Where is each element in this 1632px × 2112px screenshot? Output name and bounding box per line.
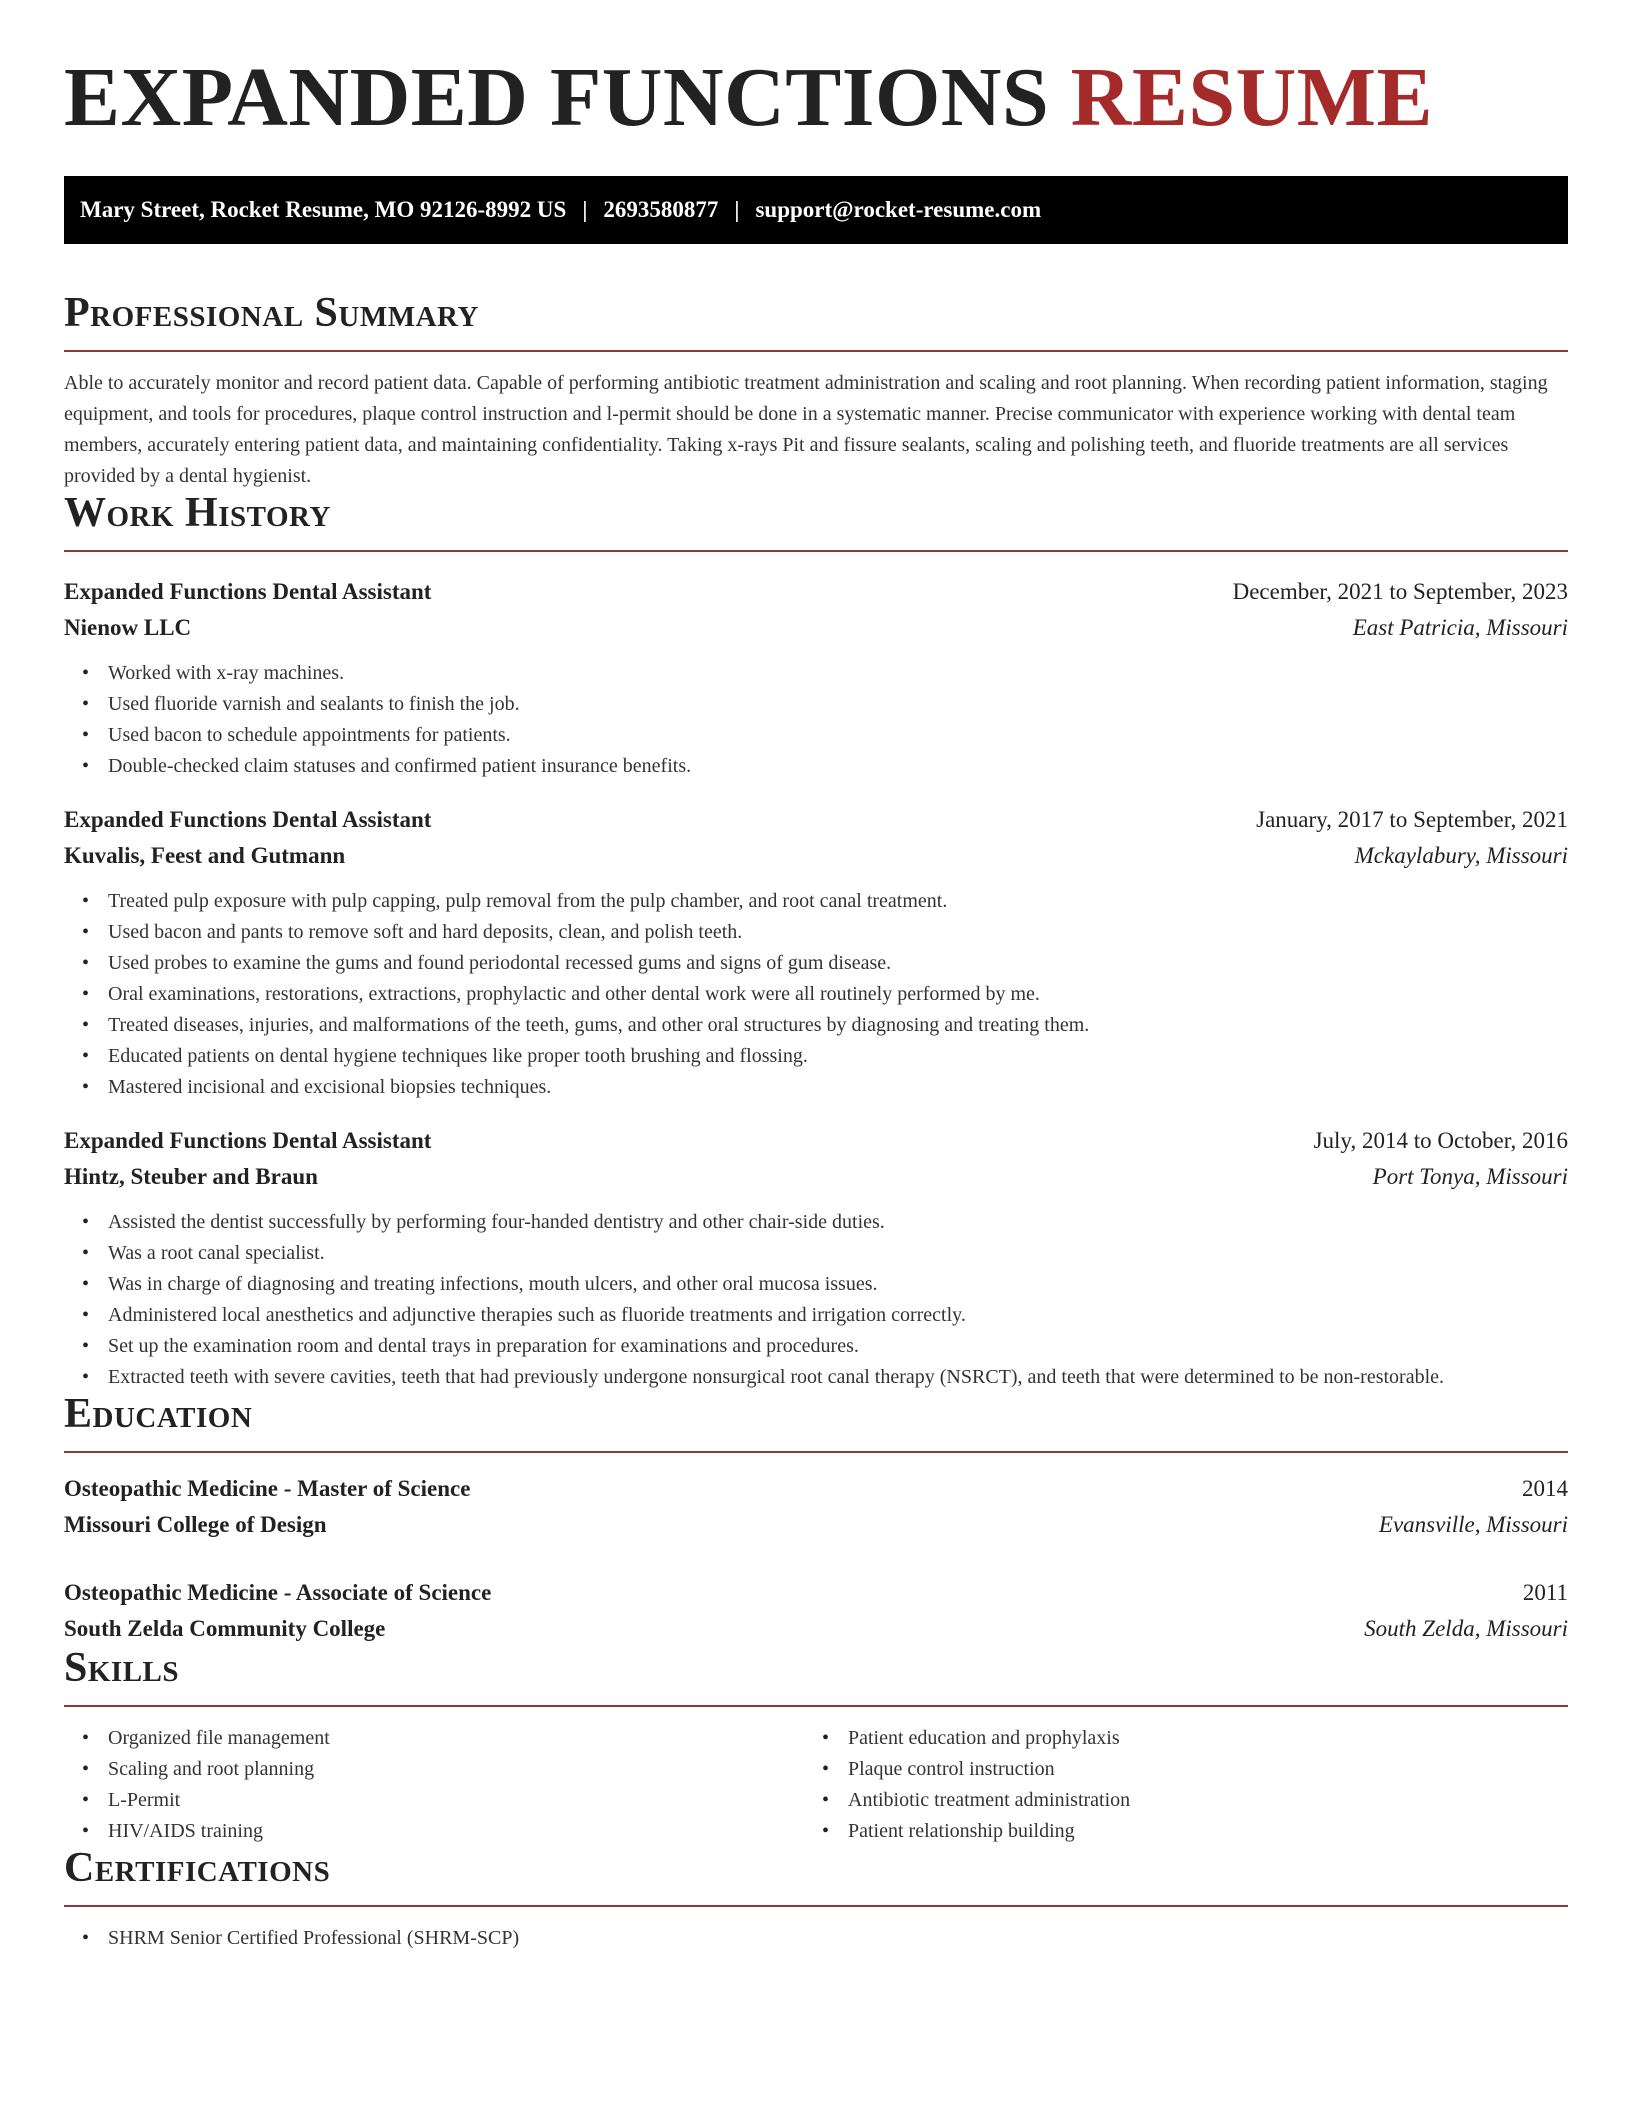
skills-column-left (64, 1723, 804, 1847)
list-item: • Used fluoride varnish and sealants to finish the job. (64, 689, 1568, 720)
list-item: • Set up the examination room and dental trays in preparation for examinations and procedures. (64, 1331, 1568, 1362)
job-title: Expanded Functions Dental Assistant (64, 1128, 432, 1153)
school-name: Missouri College of Design (64, 1512, 327, 1537)
certifications-heading: Certifications (64, 1847, 1568, 1907)
list-item: • Was in charge of diagnosing and treating infections, mouth ulcers, and other oral mucosa issues. (64, 1269, 1568, 1300)
list-item: • Treated pulp exposure with pulp capping, pulp removal from the pulp chamber, and root canal treatment. (64, 886, 1568, 917)
list-item: • Oral examinations, restorations, extractions, prophylactic and other dental work were all routinely performed by me. (64, 979, 1568, 1010)
work-history-heading: Work History (64, 492, 1568, 552)
job-entry (64, 574, 1568, 782)
skill-item: • L-Permit (64, 1785, 804, 1816)
job-location: Port Tonya, Missouri (1372, 1164, 1568, 1189)
contact-separator: | (734, 197, 740, 222)
job-duties (64, 1207, 1568, 1393)
summary-text: Able to accurately monitor and record patient data. Capable of performing antibiotic treatment administration and scaling and root planning. When recording patient information, staging equipment, and tools for procedures, plaque control instruction and l-permit should be done in a systematic manner. Precise communicator with experience working with dental team members, accurately entering patient data, and maintaining confidentiality. Taking x-rays Pit and fissure sealants, scaling and polishing teeth, and fluoride treatments are all services provided by a dental hygienist. (64, 372, 1548, 487)
degree: Osteopathic Medicine - Associate of Science (64, 1580, 492, 1605)
list-item: • Used probes to examine the gums and found periodontal recessed gums and signs of gum disease. (64, 948, 1568, 979)
skill-item: • Patient relationship building (804, 1816, 1544, 1847)
job-dates: December, 2021 to September, 2023 (1232, 579, 1568, 604)
list-item: • Worked with x-ray machines. (64, 658, 1568, 689)
graduation-year: 2011 (1522, 1580, 1568, 1605)
skills-heading: Skills (64, 1647, 1568, 1707)
skill-item: • Organized file management (64, 1723, 804, 1754)
title-accent: RESUME (1070, 51, 1434, 144)
list-item: • Was a root canal specialist. (64, 1238, 1568, 1269)
job-company: Nienow LLC (64, 615, 192, 640)
contact-bar (64, 176, 1568, 244)
certifications-list (64, 1923, 1568, 1954)
job-dates: July, 2014 to October, 2016 (1313, 1128, 1568, 1153)
education-heading: Education (64, 1393, 1568, 1453)
school-name: South Zelda Community College (64, 1616, 386, 1641)
summary-heading: Professional Summary (64, 292, 1568, 352)
skill-item: • Patient education and prophylaxis (804, 1723, 1544, 1754)
school-location: Evansville, Missouri (1378, 1512, 1568, 1537)
list-item: • Double-checked claim statuses and confirmed patient insurance benefits. (64, 751, 1568, 782)
school-location: South Zelda, Missouri (1364, 1616, 1568, 1641)
skills-column-right (804, 1723, 1544, 1847)
job-title: Expanded Functions Dental Assistant (64, 579, 432, 604)
education-entry (64, 1471, 1568, 1543)
skill-item: • HIV/AIDS training (64, 1816, 804, 1847)
list-item: • Mastered incisional and excisional biopsies techniques. (64, 1072, 1568, 1103)
list-item: • Administered local anesthetics and adjunctive therapies such as fluoride treatments and irrigation correctly. (64, 1300, 1568, 1331)
job-dates: January, 2017 to September, 2021 (1256, 807, 1568, 832)
skill-item: • Scaling and root planning (64, 1754, 804, 1785)
job-entry (64, 802, 1568, 1103)
job-company: Hintz, Steuber and Braun (64, 1164, 318, 1189)
job-location: Mckaylabury, Missouri (1354, 843, 1568, 868)
job-company: Kuvalis, Feest and Gutmann (64, 843, 346, 868)
skill-item: • Antibiotic treatment administration (804, 1785, 1544, 1816)
title-main: EXPANDED FUNCTIONS (64, 51, 1050, 144)
education-entry (64, 1575, 1568, 1647)
list-item: • Extracted teeth with severe cavities, teeth that had previously undergone nonsurgical root canal therapy (NSRCT), and teeth that were determined to be non-restorable. (64, 1362, 1568, 1393)
certification-item: • SHRM Senior Certified Professional (SHRM-SCP) (64, 1923, 1568, 1954)
contact-email: support@rocket-resume.com (755, 197, 1042, 222)
resume-title (64, 0, 1568, 150)
job-duties (64, 658, 1568, 782)
skills-grid (64, 1723, 1568, 1847)
contact-address: Mary Street, Rocket Resume, MO 92126-8992 US (80, 197, 567, 222)
list-item: • Educated patients on dental hygiene techniques like proper tooth brushing and flossing. (64, 1041, 1568, 1072)
list-item: • Used bacon and pants to remove soft and hard deposits, clean, and polish teeth. (64, 917, 1568, 948)
list-item: • Assisted the dentist successfully by performing four-handed dentistry and other chair-side duties. (64, 1207, 1568, 1238)
contact-separator: | (582, 197, 588, 222)
graduation-year: 2014 (1522, 1476, 1568, 1501)
degree: Osteopathic Medicine - Master of Science (64, 1476, 471, 1501)
list-item: • Treated diseases, injuries, and malformations of the teeth, gums, and other oral structures by diagnosing and treating them. (64, 1010, 1568, 1041)
job-title: Expanded Functions Dental Assistant (64, 807, 432, 832)
job-entry (64, 1123, 1568, 1393)
contact-phone: 2693580877 (603, 197, 719, 222)
job-location: East Patricia, Missouri (1352, 615, 1568, 640)
job-duties (64, 886, 1568, 1103)
skill-item: • Plaque control instruction (804, 1754, 1544, 1785)
list-item: • Used bacon to schedule appointments for patients. (64, 720, 1568, 751)
